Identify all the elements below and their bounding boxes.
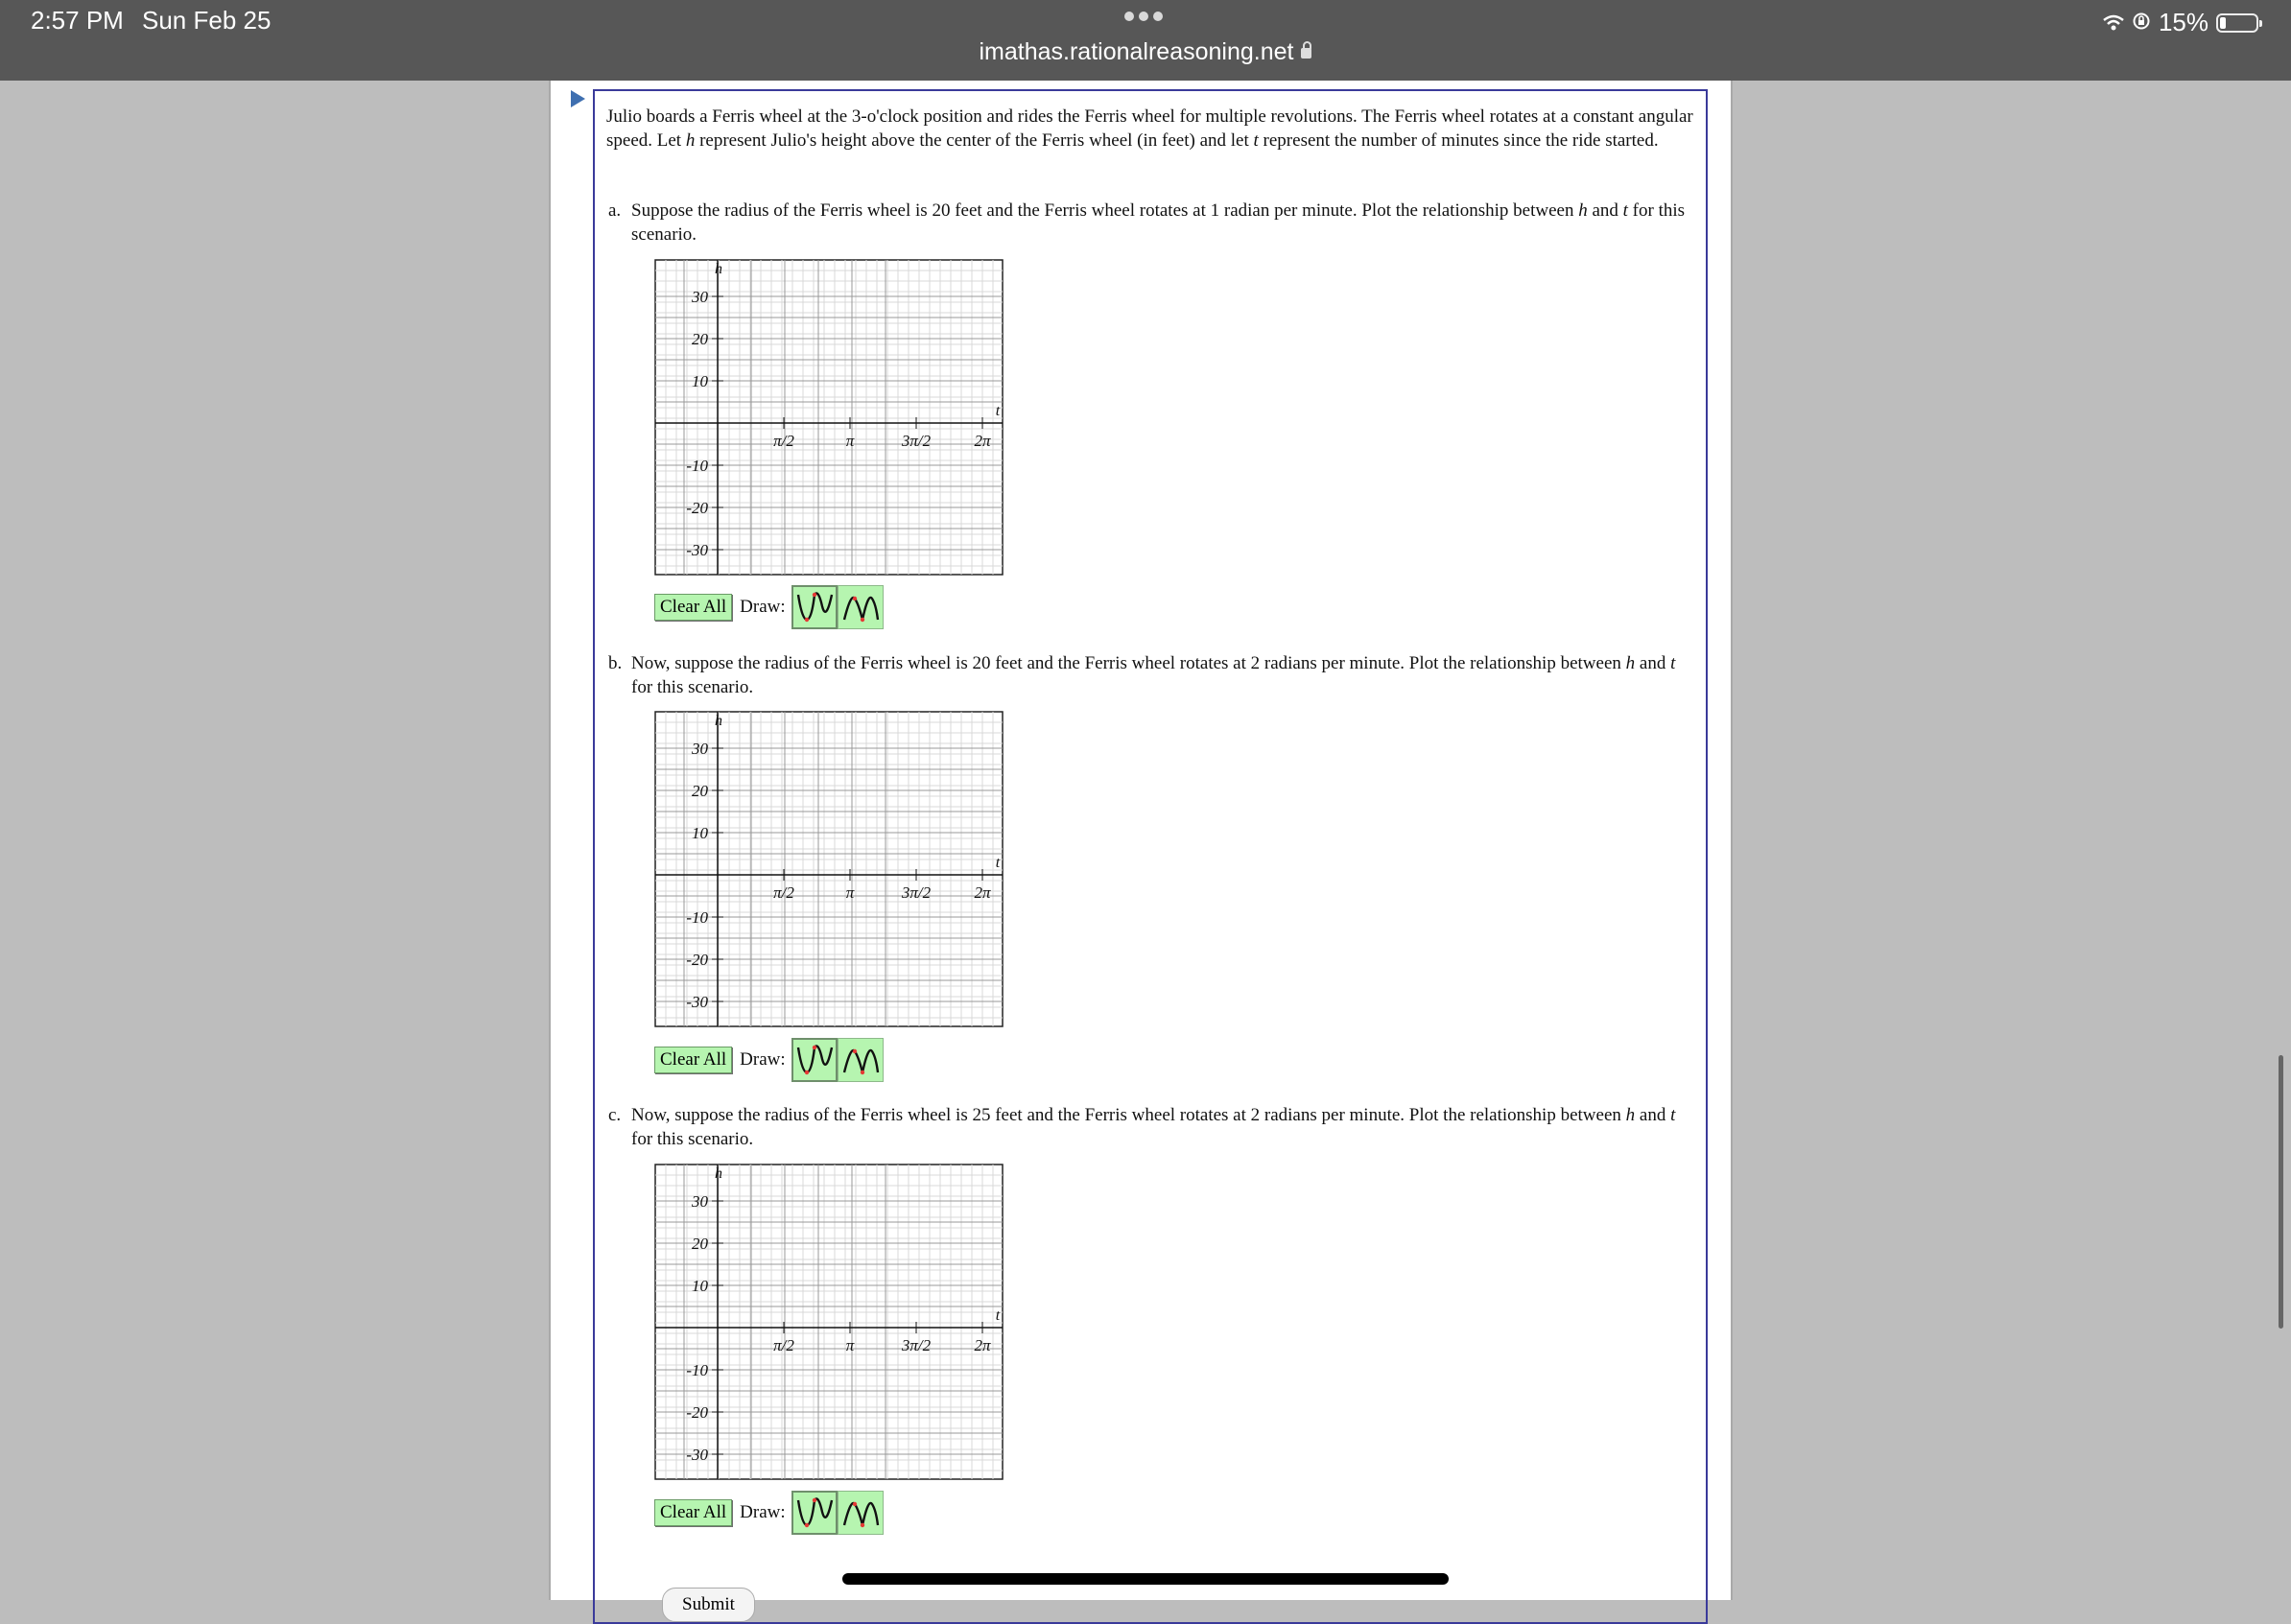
x-tick-label: π/2 (773, 1336, 794, 1354)
y-tick-label: 10 (692, 824, 708, 842)
sine-wave-icon (795, 591, 834, 624)
y-tick-label: -30 (686, 541, 708, 559)
part-b-text: b. Now, suppose the radius of the Ferris wheel is 20 feet and the Ferris wheel rotates at 2 radians per minute. Plot the relationship between h and t for this scenario. (608, 653, 1676, 697)
wave-point (852, 597, 856, 600)
x-tick-label: π (845, 432, 855, 450)
cosine-wave-icon (841, 1496, 880, 1529)
x-axis-label: t (995, 1307, 1001, 1324)
y-tick-label: -10 (686, 457, 708, 475)
y-tick-label: 30 (692, 288, 708, 306)
wave-point (804, 1071, 808, 1074)
wave-point (860, 1071, 863, 1074)
y-tick-label: -30 (686, 993, 708, 1011)
graph-canvas (654, 259, 1004, 576)
graph-canvas (654, 711, 1004, 1027)
x-tick-label: 2π (974, 1336, 991, 1354)
x-tick-label: 3π/2 (901, 883, 932, 902)
submit-button[interactable]: Submit (662, 1588, 755, 1622)
question-box (593, 89, 1708, 1624)
y-tick-label: -20 (686, 499, 708, 517)
orientation-lock-icon (2132, 8, 2151, 37)
status-time: 2:57 PM (31, 6, 124, 35)
sine-wave-icon (795, 1496, 834, 1529)
cosine-draw-tool-icon[interactable] (838, 585, 884, 629)
y-tick-label: -20 (686, 1403, 708, 1422)
expand-triangle-icon[interactable] (571, 90, 585, 107)
address-bar[interactable] (0, 38, 2291, 66)
y-axis-label: h (715, 261, 722, 277)
scrollbar[interactable] (2279, 1055, 2283, 1329)
wifi-icon (2103, 14, 2124, 32)
page-content (549, 81, 1733, 1614)
x-tick-label: 2π (974, 432, 991, 450)
home-indicator[interactable] (842, 1573, 1449, 1585)
system-status (2103, 8, 2258, 37)
x-tick-label: 3π/2 (901, 432, 932, 450)
more-dots-icon[interactable] (1124, 12, 1163, 21)
clear-all-button[interactable]: Clear All (654, 1499, 732, 1526)
graph-a[interactable] (654, 259, 1004, 576)
y-tick-label: 10 (692, 1277, 708, 1295)
x-tick-label: π/2 (773, 883, 794, 902)
clear-all-button[interactable]: Clear All (654, 1047, 732, 1073)
x-axis-label: t (995, 855, 1001, 871)
wave-stroke (844, 1503, 878, 1525)
x-tick-label: π (845, 883, 855, 902)
wave-stroke (798, 594, 832, 621)
sine-wave-icon (795, 1044, 834, 1076)
wave-stroke (844, 598, 878, 620)
part-c-text: c. Now, suppose the radius of the Ferris wheel is 25 feet and the Ferris wheel rotates at 2 radians per minute. Plot the relationship between h and t for this scenario. (608, 1105, 1676, 1149)
wave-stroke (798, 1499, 832, 1526)
cosine-draw-tool-icon[interactable] (838, 1491, 884, 1535)
lock-icon (1301, 48, 1311, 59)
x-axis-label: t (995, 403, 1001, 419)
part-a-text: a. Suppose the radius of the Ferris wheel is 20 feet and the Ferris wheel rotates at 1 radian per minute. Plot the relationship between h and t for this scenario. (608, 200, 1686, 245)
wave-point (804, 1523, 808, 1527)
wave-point (812, 1046, 815, 1049)
y-tick-label: -20 (686, 951, 708, 969)
y-tick-label: 20 (692, 782, 708, 800)
sine-draw-tool-icon[interactable] (791, 1491, 838, 1535)
controls-b (654, 1036, 884, 1084)
wave-point (812, 593, 815, 597)
battery-icon (2216, 13, 2258, 33)
y-tick-label: 20 (692, 330, 708, 348)
wave-stroke (844, 1050, 878, 1072)
y-axis-label: h (715, 713, 722, 729)
y-tick-label: -30 (686, 1446, 708, 1464)
graph-b[interactable] (654, 711, 1004, 1027)
sine-draw-tool-icon[interactable] (791, 585, 838, 629)
wave-point (812, 1498, 815, 1502)
wave-point (804, 618, 808, 622)
question-intro: Julio boards a Ferris wheel at the 3-o'clock position and rides the Ferris wheel for multiple revolutions. The Ferris wheel rotates at a constant angular speed. Let h represent Julio's height above the center of the Ferris wheel (in feet) and let t represent the number of minutes since the ride started. (606, 106, 1693, 151)
battery-percent: 15% (2158, 8, 2208, 36)
y-tick-label: -10 (686, 908, 708, 927)
sine-draw-tool-icon[interactable] (791, 1038, 838, 1082)
x-tick-label: π (845, 1336, 855, 1354)
cosine-wave-icon (841, 591, 880, 624)
wave-point (860, 618, 863, 622)
y-tick-label: -10 (686, 1361, 708, 1379)
x-tick-label: 3π/2 (901, 1336, 932, 1354)
wave-point (860, 1523, 863, 1527)
draw-label: Draw: (740, 1502, 786, 1522)
draw-label: Draw: (740, 1049, 786, 1070)
wave-point (852, 1049, 856, 1053)
x-tick-label: π/2 (773, 432, 794, 450)
wave-stroke (798, 1047, 832, 1073)
cosine-wave-icon (841, 1044, 880, 1076)
y-axis-label: h (715, 1165, 722, 1182)
browser-top-bar (0, 0, 2291, 81)
url-text: imathas.rationalreasoning.net (979, 38, 1294, 65)
y-tick-label: 30 (692, 740, 708, 758)
controls-a (654, 583, 884, 631)
y-tick-label: 30 (692, 1192, 708, 1211)
y-tick-label: 20 (692, 1235, 708, 1253)
wave-point (852, 1502, 856, 1506)
status-date: Sun Feb 25 (142, 6, 272, 35)
graph-c[interactable] (654, 1164, 1004, 1480)
y-tick-label: 10 (692, 372, 708, 390)
graph-canvas (654, 1164, 1004, 1480)
cosine-draw-tool-icon[interactable] (838, 1038, 884, 1082)
clear-all-button[interactable]: Clear All (654, 594, 732, 621)
controls-c (654, 1489, 884, 1537)
draw-label: Draw: (740, 597, 786, 617)
x-tick-label: 2π (974, 883, 991, 902)
